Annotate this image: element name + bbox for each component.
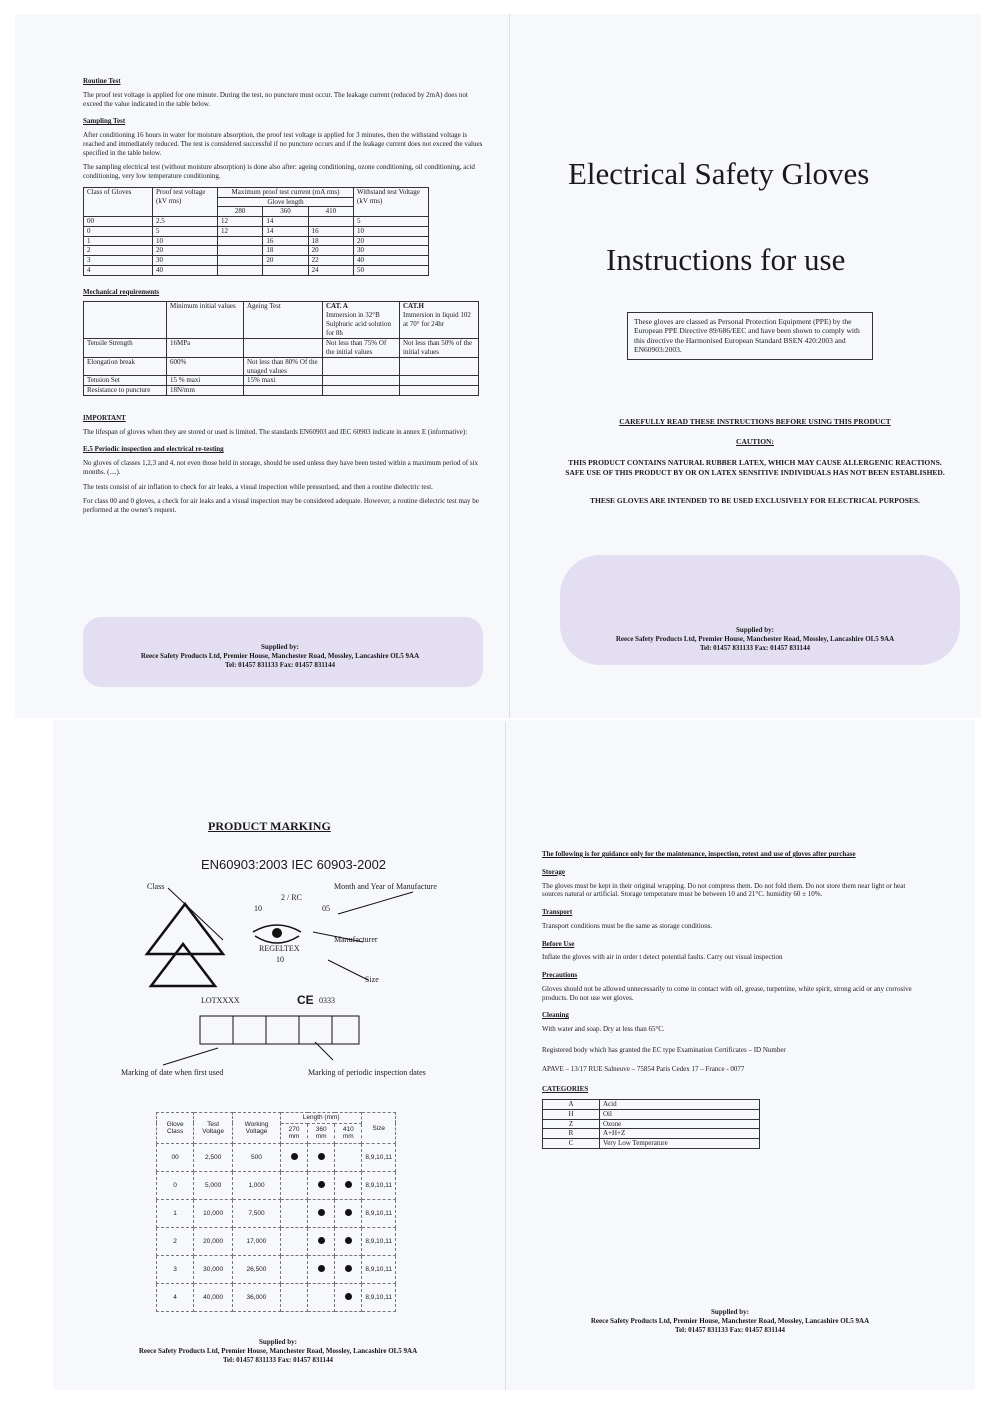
read-instructions-notice: CAREFULLY READ THESE INSTRUCTIONS BEFORE USING THIS PRODUCT <box>619 417 891 426</box>
table-row <box>157 1144 396 1172</box>
table-cell: Not less than 50% of the initial values <box>400 339 479 358</box>
mech-col-ageing: Ageing Test <box>244 302 323 339</box>
before-use-heading: Before Use <box>542 939 575 948</box>
table-cell: 10 <box>153 236 218 246</box>
rc-code: 2 / RC <box>281 893 302 902</box>
manufacturer-label: Manufacturer <box>334 935 378 944</box>
table-cell: 3 <box>84 256 153 266</box>
table-cell: 22 <box>308 256 353 266</box>
length-cell <box>280 1228 307 1256</box>
table-cell <box>218 236 263 246</box>
working-voltage-cell: 26,500 <box>233 1256 281 1284</box>
mechanical-heading: Mechanical requirements <box>83 287 160 296</box>
supplied-by-top-left <box>70 643 490 670</box>
table-cell <box>308 217 353 227</box>
transport-heading: Transport <box>542 908 573 916</box>
table-cell: 10 <box>354 226 429 236</box>
table-row <box>543 1100 760 1110</box>
length-available-dot-icon <box>345 1209 352 1216</box>
category-description: Oil <box>600 1109 760 1119</box>
document-subtitle: Instructions for use <box>606 242 846 277</box>
length-cell <box>335 1172 362 1200</box>
length-cell <box>280 1284 307 1312</box>
table-cell: 5 <box>354 217 429 227</box>
col-class: Class of Gloves <box>84 187 153 216</box>
mech-col-min: Minimum initial values <box>167 302 244 339</box>
supplier-phone: Tel: 01457 831133 Fax: 01457 831144 <box>225 661 335 670</box>
table-cell: 50 <box>354 265 429 275</box>
table-cell: 14 <box>263 217 308 227</box>
length-cell <box>335 1228 362 1256</box>
glove-class-cell: 4 <box>157 1284 194 1312</box>
pm-col-270: 270 mm <box>280 1123 307 1143</box>
table-cell: 30 <box>354 246 429 256</box>
table-cell <box>218 265 263 275</box>
supplier-phone: Tel: 01457 831133 Fax: 01457 831144 <box>223 1356 333 1365</box>
length-available-dot-icon <box>345 1293 352 1300</box>
electrical-use-notice: THESE GLOVES ARE INTENDED TO BE USED EXCLUSIVELY FOR ELECTRICAL PURPOSES. <box>590 496 920 505</box>
length-cell <box>308 1200 335 1228</box>
category-code: Z <box>543 1119 600 1129</box>
table-cell <box>244 339 323 358</box>
supplier-phone: Tel: 01457 831133 Fax: 01457 831144 <box>700 644 810 653</box>
table-row <box>84 217 429 227</box>
category-description: Acid <box>600 1100 760 1110</box>
table-cell: 5 <box>153 226 218 236</box>
category-code: C <box>543 1139 600 1149</box>
inspection-date-boxes <box>200 1016 359 1044</box>
table-cell <box>323 357 400 376</box>
pm-col-working: Working Voltage <box>233 1113 281 1144</box>
before-use-text: Inflate the gloves with air in order t detect potential faults. Carry out visual inspection <box>542 953 783 962</box>
sizes-cell: 8,9,10,11 <box>362 1284 396 1312</box>
length-cell <box>335 1284 362 1312</box>
table-cell: 600% <box>167 357 244 376</box>
table-cell <box>400 386 479 396</box>
sizes-cell: 8,9,10,11 <box>362 1200 396 1228</box>
supplier-phone: Tel: 01457 831133 Fax: 01457 831144 <box>675 1326 785 1335</box>
table-cell: 20 <box>354 236 429 246</box>
length-available-dot-icon <box>345 1265 352 1272</box>
test-voltage-table <box>83 187 429 276</box>
length-available-dot-icon <box>318 1181 325 1188</box>
table-cell: Not less than 75% Of the initial values <box>323 339 400 358</box>
category-code: R <box>543 1129 600 1139</box>
categories-rows <box>543 1100 760 1149</box>
length-available-dot-icon <box>318 1153 325 1160</box>
table-cell: 12 <box>218 217 263 227</box>
table-row <box>543 1139 760 1149</box>
pm-col-test: Test Voltage <box>194 1113 233 1144</box>
table-row <box>84 339 479 358</box>
table-row <box>157 1284 396 1312</box>
length-cell <box>335 1144 362 1172</box>
fold-line <box>509 14 510 718</box>
pm-col-class: Glove Class <box>157 1113 194 1144</box>
length-cell <box>280 1172 307 1200</box>
length-cell <box>335 1200 362 1228</box>
col-withstand: Withstand test Voltage (kV rms) <box>354 187 429 216</box>
supplied-by-top-right <box>545 626 965 653</box>
sampling-test-heading: Sampling Test <box>83 117 126 126</box>
table-cell <box>400 357 479 376</box>
table-cell: 16MPa <box>167 339 244 358</box>
mechanical-rows <box>84 339 479 396</box>
length-cell <box>335 1256 362 1284</box>
sizes-cell: 8,9,10,11 <box>362 1256 396 1284</box>
sizes-cell: 8,9,10,11 <box>362 1172 396 1200</box>
length-available-dot-icon <box>291 1153 298 1160</box>
fold-line <box>505 722 506 1390</box>
table-cell: 18 <box>308 236 353 246</box>
supplied-label: Supplied by: <box>259 1338 297 1346</box>
sampling-test-text: After conditioning 16 hours in water for moisture absorption, the proof test voltage is applied for 3 minutes, then the withstand voltage is reached and immediately reduced. The test is considered successful if no puncture occurs and if the leakage current does not exceed the values specified in the table below. <box>83 131 483 157</box>
month-value: 05 <box>322 904 330 913</box>
table-row <box>543 1119 760 1129</box>
categories-table <box>542 1099 760 1149</box>
table-row <box>84 256 429 266</box>
table-cell: Tensile Strength <box>84 339 167 358</box>
length-cell <box>308 1256 335 1284</box>
page-testing <box>83 68 483 521</box>
categories-heading: CATEGORIES <box>542 1085 589 1094</box>
supplied-by-bottom-right <box>520 1308 940 1335</box>
sizes-cell: 8,9,10,11 <box>362 1228 396 1256</box>
working-voltage-cell: 500 <box>233 1144 281 1172</box>
supplied-label: Supplied by: <box>261 643 299 651</box>
table-cell: 20 <box>153 246 218 256</box>
supplied-label: Supplied by: <box>736 626 774 634</box>
storage-heading: Storage <box>542 867 565 876</box>
table-cell: 30 <box>153 256 218 266</box>
table-row <box>84 226 429 236</box>
glove-class-cell: 0 <box>157 1172 194 1200</box>
table-cell <box>218 256 263 266</box>
col-max-current: Maximum proof test current (mA rms) <box>218 187 354 197</box>
table-row <box>84 376 479 386</box>
mechanical-table <box>83 301 479 396</box>
col-length-410: 410 <box>308 207 353 217</box>
cata-desc: Immersion in 32°B Sulphuric acid solution for 8h <box>326 311 391 337</box>
length-available-dot-icon <box>345 1181 352 1188</box>
glove-class-table <box>156 1112 396 1312</box>
length-available-dot-icon <box>318 1265 325 1272</box>
apave-address: APAVE – 13/17 RUE Salneuve – 75854 Paris Cedex 17 – France - 0077 <box>542 1064 745 1073</box>
size-value: 10 <box>276 955 284 964</box>
col-length-280: 280 <box>218 207 263 217</box>
test-voltage-cell: 30,000 <box>194 1256 233 1284</box>
length-cell <box>308 1144 335 1172</box>
table-cell: 14 <box>263 226 308 236</box>
test-voltage-cell: 40,000 <box>194 1284 233 1312</box>
table-cell <box>244 386 323 396</box>
table-cell: 1 <box>84 236 153 246</box>
class-value: 10 <box>254 904 262 913</box>
table-cell <box>323 386 400 396</box>
brand-name: REGELTEX <box>259 944 300 953</box>
routine-test-text: The proof test voltage is applied for one minute. During the test, no puncture must occur. The leakage current (reduced by 2mA) does not exceed the value indicated in the table below. <box>83 90 468 108</box>
notified-body-number: 0333 <box>319 996 335 1005</box>
table-cell: 12 <box>218 226 263 236</box>
length-available-dot-icon <box>318 1209 325 1216</box>
table-row <box>157 1228 396 1256</box>
category-code: H <box>543 1109 600 1119</box>
mech-col-cath <box>400 302 479 339</box>
guidance-heading: The following is for guidance only for the maintenance, inspection, retest and use of gloves after purchase <box>542 850 856 858</box>
manufacturer-logo-icon <box>253 925 301 943</box>
periodic-text-1: No gloves of classes 1,2,3 and 4, not even those held in storage, should be used unless they have been tested within a maximum period of six months. (....). <box>83 459 479 476</box>
ppe-statement-box: These gloves are classed as Personal Protection Equipment (PPE) by the European PPE Directive 89/686/EEC and have been shown to comply with this directive the Harmonised European Standard BSEN 420:2003 and EN60903:2003. <box>627 312 873 360</box>
working-voltage-cell: 36,000 <box>233 1284 281 1312</box>
table-row <box>157 1256 396 1284</box>
sizes-cell: 8,9,10,11 <box>362 1144 396 1172</box>
working-voltage-cell: 1,000 <box>233 1172 281 1200</box>
table-cell: 16 <box>263 236 308 246</box>
table-row <box>157 1172 396 1200</box>
category-code: A <box>543 1100 600 1110</box>
table-cell <box>400 376 479 386</box>
mech-col-empty <box>84 302 167 339</box>
table-cell: 20 <box>308 246 353 256</box>
table-row <box>543 1129 760 1139</box>
document-title: Electrical Safety Gloves <box>568 156 870 191</box>
standard-label: EN60903:2003 IEC 60903-2002 <box>201 857 387 872</box>
table-cell: 20 <box>263 256 308 266</box>
important-heading: IMPORTANT <box>83 413 126 422</box>
lot-number: LOTXXXX <box>201 996 240 1005</box>
glove-class-cell: 00 <box>157 1144 194 1172</box>
test-voltage-rows <box>84 217 429 276</box>
caution-heading: CAUTION: <box>736 437 774 446</box>
col-proof: Proof test voltage (kV rms) <box>153 187 218 216</box>
supplier-address: Reece Safety Products Ltd, Premier House, Manchester Road, Mossley, Lancashire OL5 9AA <box>140 652 420 661</box>
first-use-label: Marking of date when first used <box>121 1068 224 1077</box>
supplier-address: Reece Safety Products Ltd, Premier House, Manchester Road, Mossley, Lancashire OL5 9AA <box>615 635 895 644</box>
test-voltage-cell: 5,000 <box>194 1172 233 1200</box>
test-voltage-cell: 10,000 <box>194 1200 233 1228</box>
table-cell: 16 <box>308 226 353 236</box>
product-marking-title: PRODUCT MARKING <box>208 819 331 833</box>
length-available-dot-icon <box>318 1237 325 1244</box>
cleaning-heading: Cleaning <box>542 1011 569 1020</box>
length-cell <box>308 1228 335 1256</box>
supplied-by-bottom-left <box>68 1338 488 1365</box>
glove-class-cell: 1 <box>157 1200 194 1228</box>
table-cell: 18N/mm <box>167 386 244 396</box>
table-row <box>84 246 429 256</box>
table-cell: 0 <box>84 226 153 236</box>
precautions-text: Gloves should not be allowed unnecessarily to come in contact with oil, grease, turpentine, white spirit, strong acid or any corrosive products. Do not use wet gloves. <box>542 984 912 1002</box>
important-text: The lifespan of gloves when they are stored or used is limited. The standards EN60903 and IEC 60903 indicate in annex E (informative): <box>83 427 468 436</box>
mech-col-cata <box>323 302 400 339</box>
test-voltage-cell: 2,500 <box>194 1144 233 1172</box>
table-row <box>543 1109 760 1119</box>
table-row <box>84 265 429 275</box>
working-voltage-cell: 7,500 <box>233 1200 281 1228</box>
table-cell: Resistance to puncture <box>84 386 167 396</box>
cath-desc: Immersion in liquid 102 at 70° for 24hr <box>403 311 471 328</box>
cleaning-text: With water and soap. Dry at less than 65°C. <box>542 1025 665 1033</box>
cath-label: CAT.H <box>403 302 424 311</box>
table-row <box>84 386 479 396</box>
ce-mark-icon: CE <box>297 993 314 1007</box>
supplier-address: Reece Safety Products Ltd, Premier House, Manchester Road, Mossley, Lancashire OL5 9AA <box>590 1317 870 1326</box>
table-cell <box>218 246 263 256</box>
table-cell: Tension Set <box>84 376 167 386</box>
storage-text: The gloves must be kept in their original wrapping. Do not compress them. Do not fold them. Do not store them near light or heat sources natural or artificial. Storage temperature must be between 10 and 21°C. humidity 60 ± 10%. <box>542 881 906 899</box>
table-cell <box>263 265 308 275</box>
class-label: Class <box>147 882 165 891</box>
table-row <box>157 1200 396 1228</box>
cata-label: CAT. A <box>326 302 348 311</box>
pm-col-size: Size <box>362 1113 396 1144</box>
sampling-test-text-2: The sampling electrical test (without moisture absorption) is done also after: ageing conditioning, ozone conditioning, oil conditioning, acid conditioning, very low temperature conditioning. <box>83 163 475 180</box>
glove-class-cell: 3 <box>157 1256 194 1284</box>
routine-test-heading: Routine Test <box>83 77 121 85</box>
glove-class-cell: 2 <box>157 1228 194 1256</box>
category-description: Ozone <box>600 1119 760 1129</box>
pm-col-410: 410 mm <box>335 1123 362 1143</box>
size-label: Size <box>365 975 379 984</box>
page-maintenance <box>542 850 914 1149</box>
table-row <box>84 357 479 376</box>
table-cell <box>323 376 400 386</box>
length-cell <box>308 1172 335 1200</box>
table-cell: 4 <box>84 265 153 275</box>
periodic-heading: E.5 Periodic inspection and electrical re-testing <box>83 445 224 454</box>
glove-class-rows <box>157 1144 396 1312</box>
supplier-address: Reece Safety Products Ltd, Premier House, Manchester Road, Mossley, Lancashire OL5 9AA <box>138 1347 418 1356</box>
table-cell: 2 <box>84 246 153 256</box>
table-row <box>84 236 429 246</box>
table-cell: Elongation break <box>84 357 167 376</box>
table-cell: 24 <box>308 265 353 275</box>
transport-text: Transport conditions must be the same as storage conditions. <box>542 921 713 930</box>
length-cell <box>280 1200 307 1228</box>
length-cell <box>308 1284 335 1312</box>
pm-col-360: 360 mm <box>308 1123 335 1143</box>
table-cell: 15 % maxi <box>167 376 244 386</box>
table-cell: 00 <box>84 217 153 227</box>
table-cell: 15% maxi <box>244 376 323 386</box>
registered-body-text: Registered body which has granted the EC type Examination Certificates – ID Number <box>542 1045 786 1054</box>
category-description: A+H+Z <box>600 1129 760 1139</box>
periodic-text-3: For class 00 and 0 gloves, a check for air leaks and a visual inspection may be considered adequate. However, a routine dielectric test may be performed at the owner's request. <box>83 497 479 514</box>
table-cell: Not less than 80% Of the unaged values <box>244 357 323 376</box>
precautions-heading: Precautions <box>542 971 578 979</box>
test-voltage-cell: 20,000 <box>194 1228 233 1256</box>
class-triangle-icon <box>147 904 223 986</box>
pm-col-length: Length (mm) <box>280 1113 361 1124</box>
periodic-text-2: The tests consist of air inflation to check for air leaks, a visual inspection while pressurised, and then a routine dielectric test. <box>83 482 433 491</box>
col-length-360: 360 <box>263 207 308 217</box>
table-cell: 18 <box>263 246 308 256</box>
table-cell: 40 <box>354 256 429 266</box>
category-description: Very Low Temperature <box>600 1139 760 1149</box>
month-year-label: Month and Year of Manufacture <box>334 882 437 891</box>
supplied-label: Supplied by: <box>711 1308 749 1316</box>
periodic-inspection-label: Marking of periodic inspection dates <box>308 1068 426 1077</box>
latex-warning: THIS PRODUCT CONTAINS NATURAL RUBBER LATEX, WHICH MAY CAUSE ALLERGENIC REACTIONS. SAFE USE OF THIS PRODUCT BY OR ON LATEX SENSITIVE INDIVIDUALS HAS NOT BEEN ESTABLISHED. <box>565 458 945 477</box>
length-cell <box>280 1144 307 1172</box>
table-cell: 2.5 <box>153 217 218 227</box>
length-available-dot-icon <box>345 1237 352 1244</box>
length-cell <box>280 1256 307 1284</box>
table-cell: 40 <box>153 265 218 275</box>
working-voltage-cell: 17,000 <box>233 1228 281 1256</box>
col-glove-length: Glove length <box>218 197 354 207</box>
